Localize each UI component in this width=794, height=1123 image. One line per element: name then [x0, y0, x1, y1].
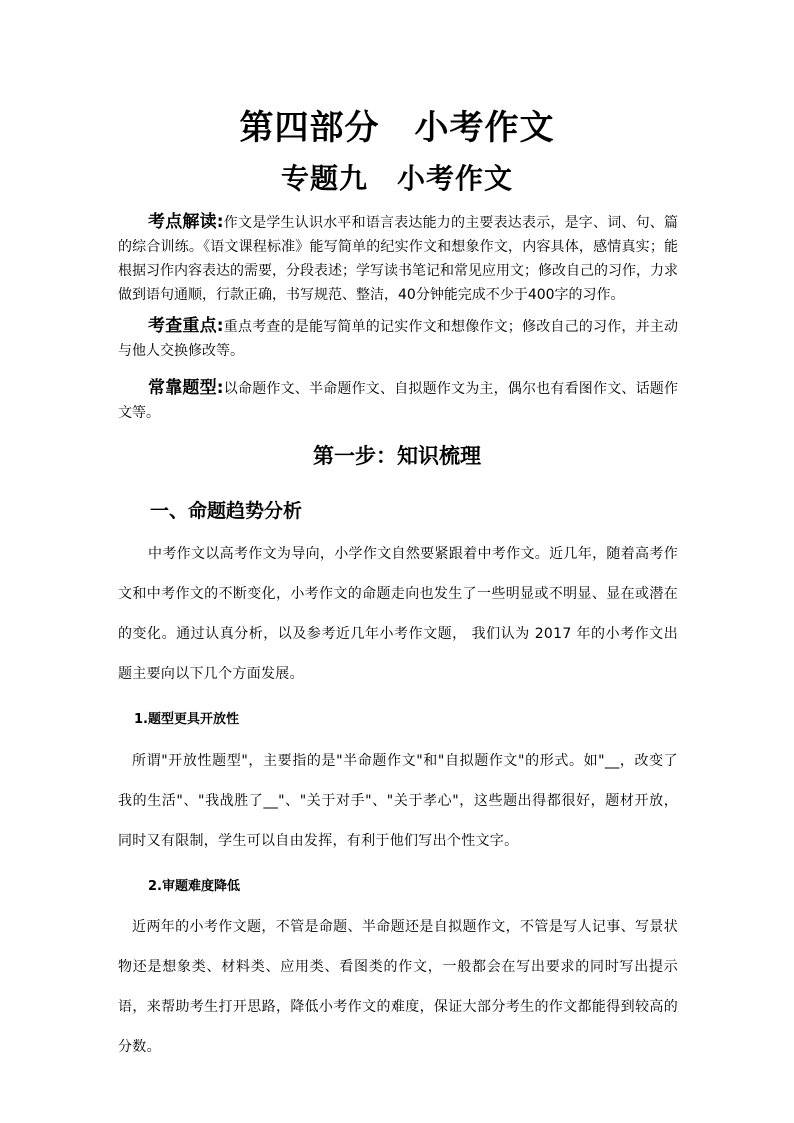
intro-paragraph-common-types — [118, 376, 678, 425]
point-text-easier-topics: 近两年的小考作文题，不管是命题、半命题还是自拟题作文，不管是写人记事、写景状物还是想象类、材料类、应用类、看图类的作文，一般都会在写出要求的同时写出提示语，来帮助考生打开思路，降低小考作文的难度，保证大部分考生的作文都能得到较高的分数。 — [118, 919, 678, 1055]
intro-lead-common-types: 常靠题型: — [148, 378, 224, 398]
page-subtitle: 专题九 小考作文 — [280, 162, 513, 195]
section-paragraph: 中考作文以高考作文为导向，小学作文自然要紧跟着中考作文。近几年，随着高考作文和中考作文的不断变化，小考作文的命题走向也发生了一些明显或不明显、显在或潜在的变化。通过认真分析，以及参考近几年小考作文题， 我们认为 2017 年的小考作文出题主要向以下几个方面发展。 — [118, 546, 678, 682]
intro-paragraph-key-focus — [118, 314, 678, 363]
intro-lead-exam-points: 考点解读: — [148, 212, 224, 232]
point-text-open-topics: 所谓"开放性题型"，主要指的是"半命题作文"和"自拟题作文"的形式。如"__，改变了我的生活"、"我战胜了__"、"关于对手"、"关于孝心"，这些题出得都很好，题材开放，同时又有限制，学生可以自由发挥，有利于他们写出个性文字。 — [118, 753, 678, 849]
page-title: 第四部分 小考作文 — [239, 108, 555, 148]
point-heading-easier-topics: 2.审题难度降低 — [148, 879, 240, 894]
intro-lead-key-focus: 考查重点: — [148, 316, 224, 336]
intro-text-key-focus: 重点考查的是能写简单的记实作文和想像作文；修改自己的习作，并主动与他人交换修改等。 — [118, 319, 678, 359]
intro-text-exam-points: 作文是学生认识水平和语言表达能力的主要表达表示，是字、词、句、篇的综合训练。《语文课程标准》能写简单的纪实作文和想象作文，内容具体，感情真实；能根据习作内容表达的需要，分段表述；学写读书笔记和常见应用文；修改自己的习作，力求做到语句通顺，行款正确，书写规范、整洁，40分钟能完成不少于400字的习作。 — [118, 215, 678, 303]
intro-text-common-types: 以命题作文、半命题作文、自拟题作文为主，偶尔也有看图作文、话题作文等。 — [118, 381, 678, 421]
section-heading: 一、命题趋势分析 — [150, 500, 303, 522]
step-heading: 第一步：知识梳理 — [313, 444, 481, 468]
point-heading-open-topics: 1.题型更具开放性 — [134, 712, 239, 727]
intro-paragraph-exam-points — [118, 210, 678, 307]
